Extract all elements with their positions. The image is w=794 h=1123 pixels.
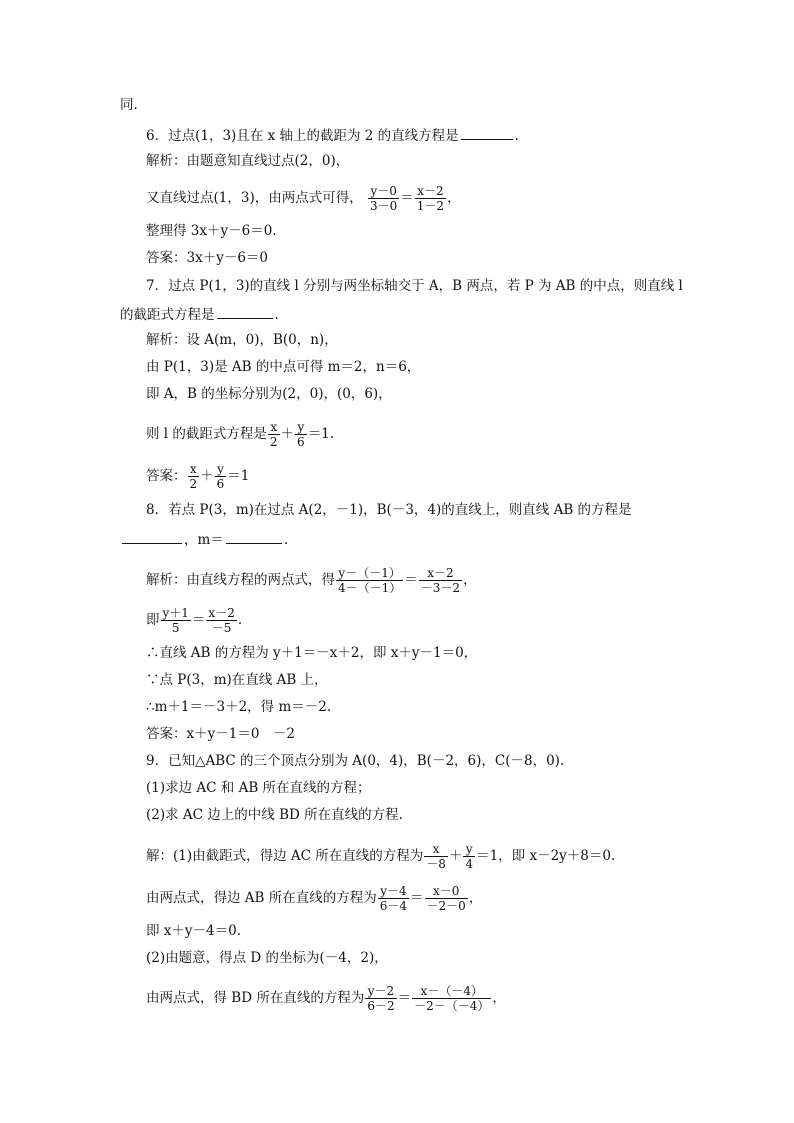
punct: .: [274, 307, 279, 323]
punct: ，: [492, 990, 506, 1006]
solution-line: 解析：设 A(m，0)，B(0，n)，: [146, 332, 338, 348]
sub-question: (2)求 AC 边上的中线 BD 所在直线的方程.: [146, 807, 403, 823]
punct: ，: [463, 572, 477, 588]
punct: ，: [468, 890, 483, 906]
denominator: －5: [211, 621, 232, 635]
question-7: 7．过点 P(1，3)的直线 l 分别与两坐标轴交于 A，B 两点，若 P 为 AB 的中点，则直线 l: [146, 278, 683, 294]
numerator: y: [295, 420, 307, 435]
fraction: [463, 842, 475, 871]
numerator: y＋1: [162, 606, 189, 620]
solution-line: [146, 566, 477, 595]
denominator: 6－2: [367, 999, 395, 1013]
fraction: [188, 462, 200, 491]
equals: ＝: [410, 890, 424, 906]
denominator: 3－0: [370, 199, 398, 213]
denominator: 4－（－1）: [338, 581, 402, 595]
fraction: [425, 884, 468, 913]
solution-line: 由 P(1，3)是 AB 的中点可得 m＝2，n＝6，: [146, 359, 421, 375]
denominator: －3－2: [420, 581, 461, 595]
text: 则 l 的截距式方程是: [146, 426, 267, 442]
answer-line: [146, 462, 249, 491]
denominator: 6: [297, 435, 305, 449]
text: ＝1.: [307, 426, 335, 442]
numerator: y－0: [368, 184, 399, 199]
fraction: [365, 984, 396, 1013]
fraction: [206, 606, 236, 635]
denominator: －8: [426, 857, 446, 871]
numerator: y－（－1）: [336, 566, 403, 581]
plus: ＋: [200, 468, 214, 484]
question-8: 8．若点 P(3，m)在过点 A(2，－1)，B(－3，4)的直线上，则直线 AB 的方程是: [146, 502, 632, 518]
text: 由两点式，得 BD 所在直线的方程为: [146, 990, 365, 1006]
solution-line: 即 A，B 的坐标分别为(2，0)，(0，6)，: [146, 386, 392, 402]
solution-line: 整理得 3x＋y－6＝0.: [146, 223, 277, 239]
solution-line: [146, 606, 242, 635]
text: 又直线过点(1，3)，由两点式可得，: [146, 190, 363, 206]
question-7-cont: [120, 304, 279, 324]
text: 解：(1)由截距式，得边 AC 所在直线的方程为: [146, 848, 424, 864]
solution-line: 解析：由题意知直线过点(2，0)，: [146, 153, 350, 169]
denominator: 5: [171, 621, 180, 635]
numerator: y－4: [378, 884, 409, 899]
solution-line: ∴直线 AB 的方程为 y＋1＝－x＋2，即 x＋y－1＝0，: [146, 645, 478, 661]
equals: ＝: [191, 612, 206, 628]
numerator: y－2: [365, 984, 396, 999]
numerator: x－2: [419, 566, 462, 581]
question-6: [146, 125, 519, 145]
numerator: x: [424, 842, 448, 857]
question-8-cont: [120, 529, 288, 549]
answer-blank: [226, 529, 282, 544]
solution-line: [146, 184, 461, 213]
equals: ＝: [400, 190, 414, 206]
numerator: x: [188, 462, 200, 477]
fraction: [424, 842, 448, 871]
fraction: [368, 184, 399, 213]
solution-line: 即 x＋y－4＝0.: [146, 923, 242, 939]
solution-line: [146, 420, 334, 449]
fraction: [336, 566, 403, 595]
solution-line: [146, 984, 506, 1013]
fraction: [295, 420, 307, 449]
text: 解析：由直线方程的两点式，得: [146, 572, 335, 588]
answer-line: 答案：x＋y－1＝0 －2: [146, 726, 296, 742]
equals: ＝: [404, 572, 418, 588]
denominator: －2－0: [426, 899, 466, 913]
denominator: 4: [465, 857, 474, 871]
numerator: y: [463, 842, 475, 857]
plus: ＋: [280, 426, 295, 442]
answer-line: 答案：3x＋y－6＝0: [146, 250, 269, 266]
solution-line: ∴m＋1＝－3＋2，得 m＝－2.: [146, 699, 332, 715]
text: ＝1: [227, 468, 250, 484]
denominator: －2－（－4）: [414, 999, 490, 1013]
plus: ＋: [448, 848, 463, 864]
answer-blank: [461, 125, 513, 140]
sub-question: (1)求边 AC 和 AB 所在直线的方程；: [146, 780, 371, 796]
text: ，m＝: [184, 532, 224, 548]
answer-blank: [217, 304, 273, 319]
question-stem: 6．过点(1，3)且在 x 轴上的截距为 2 的直线方程是: [146, 128, 459, 144]
punct: .: [514, 128, 519, 144]
text-line: 同.: [120, 97, 138, 113]
denominator: 2: [189, 477, 198, 491]
denominator: 6: [216, 477, 225, 491]
text: 答案：: [146, 468, 187, 484]
solution-line: [146, 842, 615, 871]
denominator: 1－2: [416, 199, 445, 213]
solution-line: (2)由题意，得点 D 的坐标为(－4，2)，: [146, 950, 388, 966]
denominator: 6－4: [379, 899, 408, 913]
fraction: [412, 984, 491, 1013]
numerator: y: [215, 462, 227, 477]
solution-line: [146, 884, 482, 913]
fraction: [215, 462, 227, 491]
fraction: [268, 420, 280, 449]
equals: ＝: [397, 990, 412, 1006]
punct: .: [283, 532, 289, 548]
answer-blank: [122, 529, 182, 544]
denominator: 2: [269, 435, 278, 449]
numerator: x－2: [208, 606, 235, 620]
numerator: x－2: [415, 184, 446, 199]
question-stem: 的截距式方程是: [120, 307, 215, 323]
text: ＝1，即 x－2y＋8＝0.: [476, 848, 616, 864]
punct: ，: [447, 190, 461, 206]
solution-line: ∵点 P(3，m)在直线 AB 上，: [146, 672, 328, 688]
text: 由两点式，得边 AB 所在直线的方程为: [146, 890, 377, 906]
fraction: [419, 566, 462, 595]
fraction: [378, 884, 409, 913]
punct: .: [237, 612, 243, 628]
text: 即: [146, 612, 160, 628]
numerator: x: [268, 420, 280, 435]
fraction: [415, 184, 446, 213]
question-9: 9．已知△ABC 的三个顶点分别为 A(0，4)，B(－2，6)，C(－8，0).: [146, 753, 565, 769]
numerator: x－0: [425, 884, 468, 899]
numerator: x－（－4）: [412, 984, 491, 999]
fraction: [161, 606, 191, 635]
